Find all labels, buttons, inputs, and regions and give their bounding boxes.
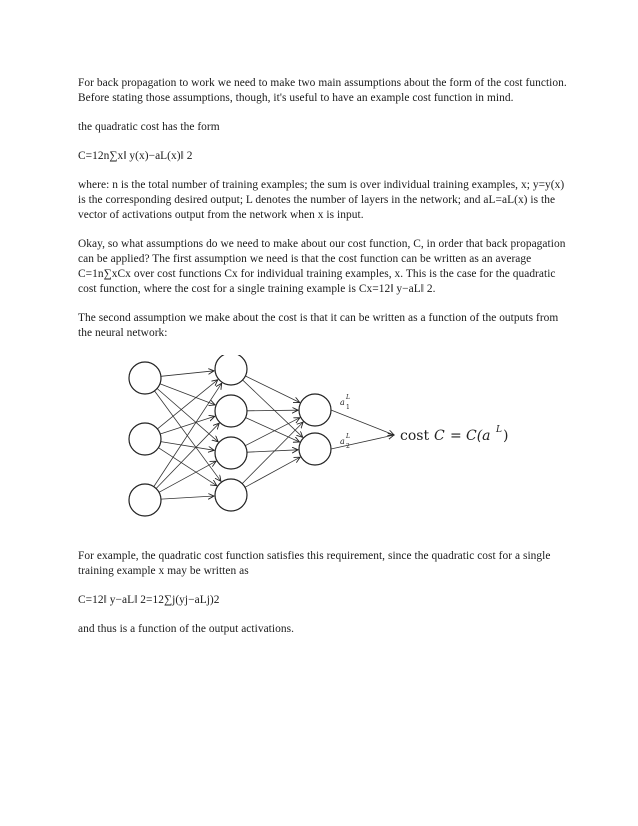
network-edge	[156, 423, 219, 488]
document-page	[78, 76, 568, 651]
label-a2-base: a	[340, 437, 345, 446]
label-a2-sub: 2	[346, 443, 350, 450]
network-neuron	[215, 355, 247, 385]
network-edge	[245, 418, 300, 446]
label-a1-base: a	[340, 398, 345, 407]
network-edge	[160, 384, 215, 405]
paragraph-where-definitions: where: n is the total number of training examples; the sum is over individual training examples, x; y=y(x) is the corresponding desired output; L denotes the number of layers in the network; and aL=aL(x) is the vector of activations output from the network when x is input.	[78, 179, 565, 221]
network-neuron	[129, 362, 161, 394]
cost-word: cost	[400, 428, 430, 444]
network-neuron	[129, 484, 161, 516]
label-a1-sub: 1	[346, 404, 350, 411]
network-edge	[161, 442, 214, 451]
network-neuron	[215, 479, 247, 511]
cost-equals: =	[450, 428, 462, 444]
paragraph-second-assumption: The second assumption we make about the cost is that it can be written as a function of the outputs from the neural network:	[78, 312, 559, 339]
label-a2-sup: L	[346, 433, 350, 440]
equation-single-example: C=12‖ y−aL‖ 2=12∑j(yj−aLj)2	[78, 594, 220, 606]
network-edge	[161, 496, 214, 499]
label-a1-sup: L	[346, 394, 350, 401]
paragraph-quadratic-form: the quadratic cost has the form	[78, 121, 220, 133]
paragraph-first-assumption: Okay, so what assumptions do we need to make about our cost function, C, in order that back propagation can be applied? The first assumption we need is that the cost function can be written as an average C=1n∑xCx over cost functions Cx for individual training examples, x. This is the case for the quadratic cost function, where the cost for a single training example is Cx=12‖ y−aL‖ 2.	[78, 238, 566, 295]
network-neuron	[129, 423, 161, 455]
network-edge	[154, 383, 222, 486]
network-edge	[245, 376, 299, 403]
network-neuron	[299, 433, 331, 465]
paragraph-conclusion: and thus is a function of the output activations.	[78, 623, 294, 635]
network-neuron	[215, 437, 247, 469]
network-edge	[157, 380, 217, 429]
cost-function-call: C(a	[466, 428, 491, 444]
paragraph-example: For example, the quadratic cost function satisfies this requirement, since the quadratic cost for a single training example x may be written as	[78, 550, 551, 577]
equation-quadratic-cost: C=12n∑x‖ y(x)−aL(x)‖ 2	[78, 150, 193, 162]
neural-network-diagram	[78, 355, 568, 525]
neural-network-figure	[78, 355, 568, 525]
network-edge	[161, 371, 214, 377]
cost-superscript: L	[496, 425, 502, 435]
output-arrow	[331, 410, 394, 435]
network-neuron	[215, 395, 247, 427]
network-edge	[247, 450, 298, 452]
cost-symbol-c: C	[434, 428, 445, 444]
network-neuron	[299, 394, 331, 426]
cost-close-paren: )	[503, 428, 509, 444]
network-edge	[246, 418, 300, 442]
network-edge	[243, 380, 303, 437]
network-edge	[247, 410, 298, 411]
paragraph-intro: For back propagation to work we need to make two main assumptions about the form of the cost function. Before stating those assumptions, though, it's useful to have an example cost function in mind.	[78, 77, 567, 104]
